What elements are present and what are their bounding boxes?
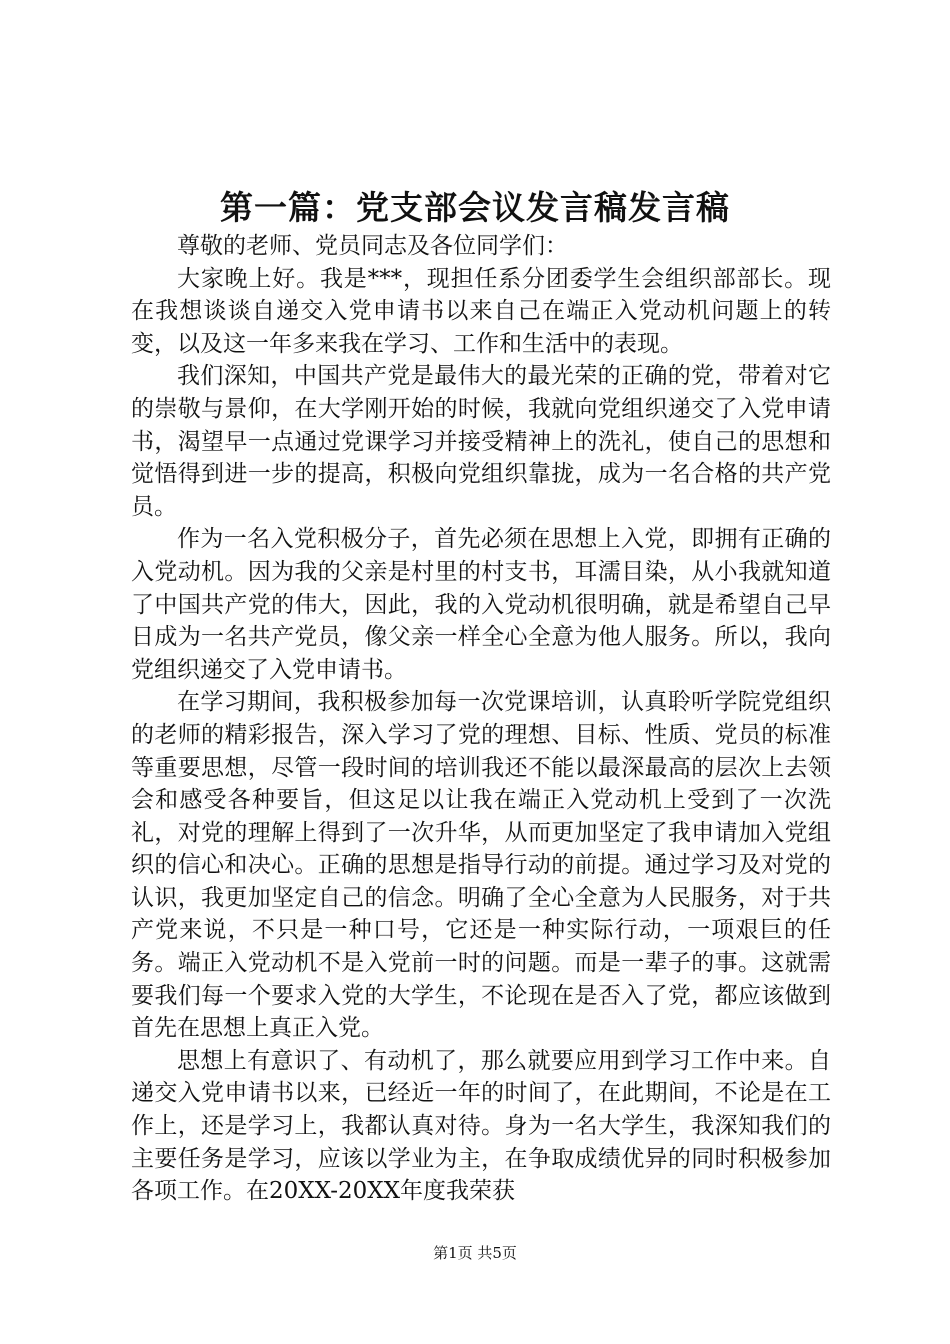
page-title: 第一篇：党支部会议发言稿发言稿 bbox=[220, 188, 730, 227]
body-paragraph: 大家晚上好。我是***，现担任系分团委学生会组织部部长。现在我想谈谈自递交入党申请书以来自己在端正入党动机问题上的转变，以及这一年多来我在学习、工作和生活中的表现。 bbox=[131, 265, 831, 357]
body-paragraph: 思想上有意识了、有动机了，那么就要应用到学习工作中来。自递交入党申请书以来，已经近一年的时间了，在此期间，不论是在工作上，还是学习上，我都认真对待。身为一名大学生，我深知我们的主要任务是学习，应该以学业为主，在争取成绩优异的同时积极参加各项工作。在20XX-20XX年度我荣获 bbox=[131, 1047, 831, 1205]
body-paragraph: 在学习期间，我积极参加每一次党课培训，认真聆听学院党组织的老师的精彩报告，深入学习了党的理想、目标、性质、党员的标准等重要思想，尽管一段时间的培训我还不能以最深最高的层次上去领会和感受各种要旨，但这足以让我在端正入党动机上受到了一次洗礼，对党的理解上得到了一次升华，从而更加坚定了我申请加入党组织的信心和决心。正确的思想是指导行动的前提。通过学习及对党的认识，我更加坚定自己的信念。明确了全心全意为人民服务，对于共产党来说，不只是一种口号，它还是一种实际行动，一项艰巨的任务。端正入党动机不是入党前一时的问题。而是一辈子的事。这就需要我们每一个要求入党的大学生，不论现在是否入了党，都应该做到首先在思想上真正入党。 bbox=[131, 689, 831, 1042]
page-number-footer: 第1页 共5页 bbox=[433, 1244, 517, 1262]
document-body bbox=[131, 230, 831, 1208]
salutation-paragraph: 尊敬的老师、党员同志及各位同学们： bbox=[177, 233, 568, 259]
body-paragraph: 作为一名入党积极分子，首先必须在思想上入党，即拥有正确的入党动机。因为我的父亲是村里的村支书，耳濡目染，从小我就知道了中国共产党的伟大，因此，我的入党动机很明确，就是希望自己早日成为一名共产党员，像父亲一样全心全意为他人服务。所以，我向党组织递交了入党申请书。 bbox=[131, 526, 831, 683]
body-paragraph: 我们深知，中国共产党是最伟大的最光荣的正确的党，带着对它的崇敬与景仰，在大学刚开始的时候，我就向党组织递交了入党申请书，渴望早一点通过党课学习并接受精神上的洗礼，使自己的思想和觉悟得到进一步的提高，积极向党组织靠拢，成为一名合格的共产党员。 bbox=[131, 363, 831, 520]
